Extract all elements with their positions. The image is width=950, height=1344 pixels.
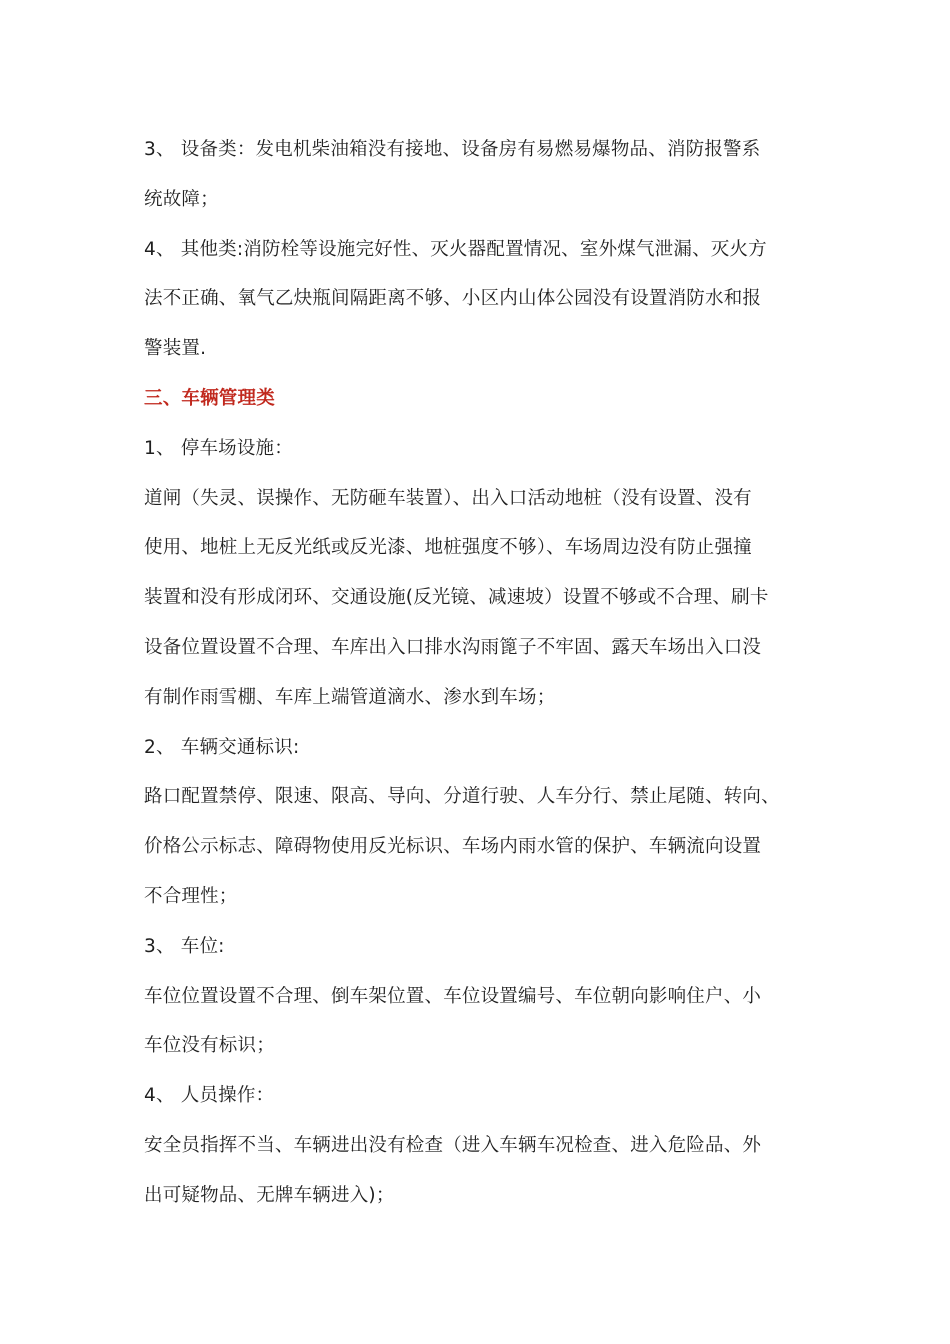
text-line: 4、 人员操作： xyxy=(144,1085,275,1107)
section-heading: 三、车辆管理类 xyxy=(144,387,275,409)
text-line: 价格公示标志、障碍物使用反光标识、车场内雨水管的保护、车辆流向设置 xyxy=(144,836,762,858)
text-line: 道闸（失灵、误操作、无防砸车装置）、出入口活动地桩（没有设置、没有 xyxy=(144,487,752,509)
text-line: 有制作雨雪棚、车库上端管道滴水、渗水到车场； xyxy=(144,686,556,708)
text-line: 出可疑物品、无牌车辆进入)； xyxy=(144,1184,395,1206)
text-line: 统故障； xyxy=(144,188,219,210)
text-line: 1、 停车场设施： xyxy=(144,437,293,459)
text-line: 车位没有标识； xyxy=(144,1035,275,1057)
text-line: 装置和没有形成闭环、交通设施(反光镜、减速坡）设置不够或不合理、刷卡 xyxy=(144,587,769,609)
text-line: 警装置. xyxy=(144,338,207,360)
text-line: 车位位置设置不合理、倒车架位置、车位设置编号、车位朝向影响住户、小 xyxy=(144,985,762,1007)
text-line: 3、 车位: xyxy=(144,935,225,957)
text-line: 设备位置设置不合理、车库出入口排水沟雨篦子不牢固、露天车场出入口没 xyxy=(144,636,762,658)
text-line: 4、 其他类:消防栓等设施完好性、灭火器配置情况、室外煤气泄漏、灭火方 xyxy=(144,238,767,260)
text-line: 不合理性； xyxy=(144,885,238,907)
text-line: 法不正确、氧气乙炔瓶间隔距离不够、小区内山体公园没有设置消防水和报 xyxy=(144,288,762,310)
text-line: 安全员指挥不当、车辆进出没有检查（进入车辆车况检查、进入危险品、外 xyxy=(144,1134,762,1156)
text-line: 路口配置禁停、限速、限高、导向、分道行驶、人车分行、禁止尾随、转向、 xyxy=(144,786,780,808)
text-line: 2、 车辆交通标识: xyxy=(144,736,300,758)
text-line: 3、 设备类：发电机柴油箱没有接地、设备房有易燃易爆物品、消防报警系 xyxy=(144,139,761,160)
document-page xyxy=(144,125,816,1221)
text-line: 使用、地桩上无反光纸或反光漆、地桩强度不够）、车场周边没有防止强撞 xyxy=(144,537,752,559)
